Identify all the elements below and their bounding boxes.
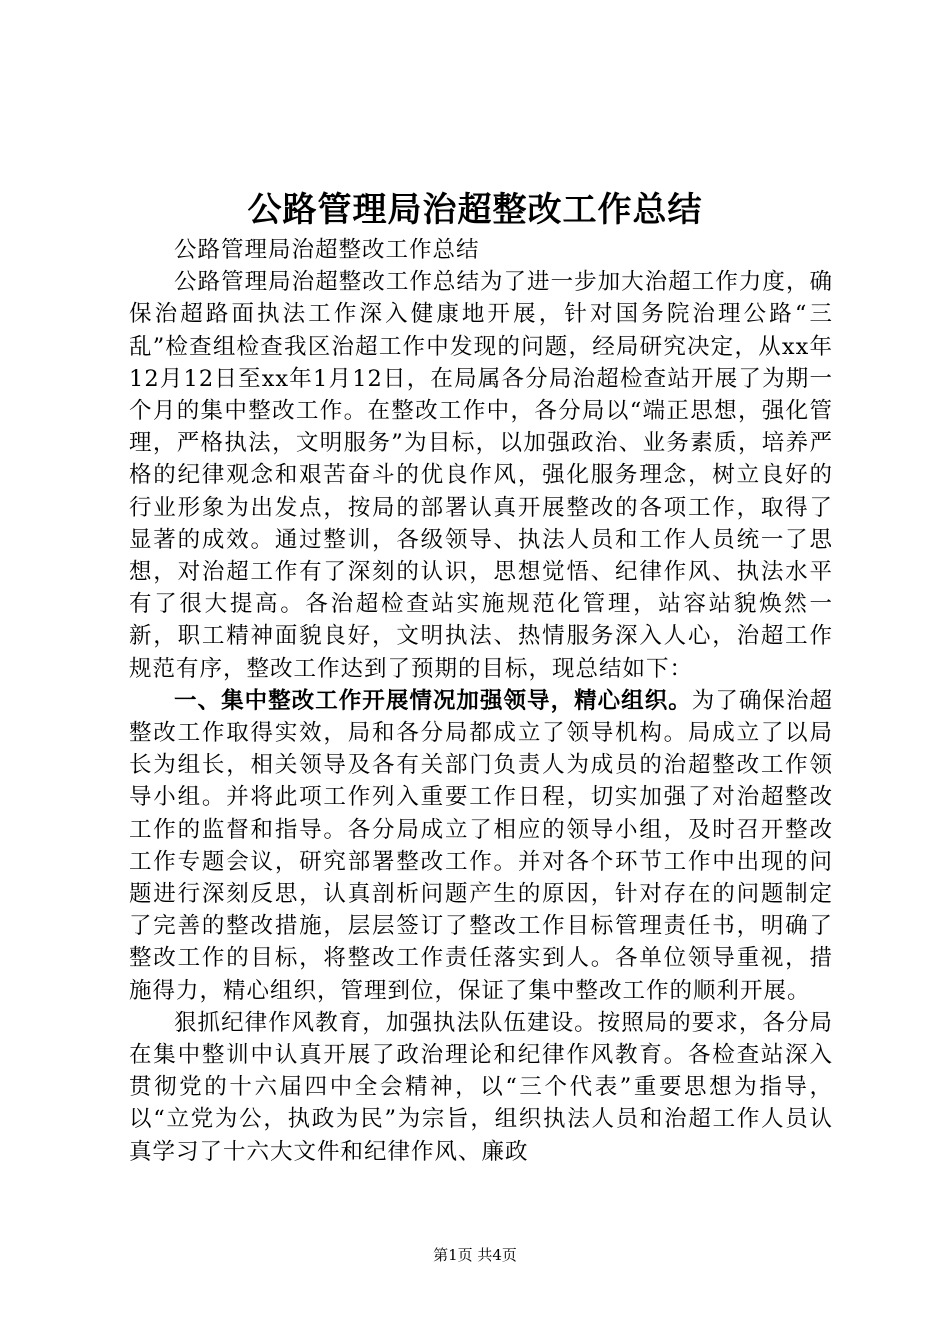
document-title: 公路管理局治超整改工作总结 [247,190,703,230]
intro-paragraph: 公路管理局治超整改工作总结为了进一步加大治超工作力度，确保治超路面执法工作深入健康地开展，针对国务院治理公路“三乱”检查组检查我区治超工作中发现的问题，经局研究决定，从xx年12月12日至xx年1月12日，在局属各分局治超检查站开展了为期一个月的集中整改工作。在整改工作中，各分局以“端正思想，强化管理，严格执法，文明服务”为目标，以加强政治、业务素质，培养严格的纪律观念和艰苦奋斗的优良作风，强化服务理念，树立良好的行业形象为出发点，按局的部署认真开展整改的各项工作，取得了显著的成效。通过整训，各级领导、执法人员和工作人员统一了思想，对治超工作有了深刻的认识，思想觉悟、纪律作风、执法水平有了很大提高。各治超检查站实施规范化管理，站容站貌焕然一新，职工精神面貌良好，文明执法、热情服务深入人心，治超工作规范有序，整改工作达到了预期的目标，现总结如下： [129,269,833,682]
document-body [129,234,833,1168]
section-one-heading: 一、集中整改工作开展情况加强领导，精心组织。 [174,687,692,714]
section-one-paragraph [129,685,833,1007]
page-number-footer: 第1页 共4页 [433,1246,517,1264]
section-one-text: 为了确保治超整改工作取得实效，局和各分局都成立了领导机构。局成立了以局长为组长，相关领导及各有关部门负责人为成员的治超整改工作领导小组。并将此项工作列入重要工作日程，切实加强了对治超整改工作的监督和指导。各分局成立了相应的领导小组，及时召开整改工作专题会议，研究部署整改工作。并对各个环节工作中出现的问题进行深刻反思，认真剖析问题产生的原因，针对存在的问题制定了完善的整改措施，层层签订了整改工作目标管理责任书，明确了整改工作的目标，将整改工作责任落实到人。各单位领导重视，措施得力，精心组织，管理到位，保证了集中整改工作的顺利开展。 [129,687,833,1004]
discipline-paragraph: 狠抓纪律作风教育，加强执法队伍建设。按照局的要求，各分局在集中整训中认真开展了政治理论和纪律作风教育。各检查站深入贯彻党的十六届四中全会精神，以“三个代表”重要思想为指导，以“立党为公，执政为民”为宗旨，组织执法人员和治超工作人员认真学习了十六大文件和纪律作风、廉政 [129,1009,833,1165]
document-subtitle: 公路管理局治超整改工作总结 [174,237,480,263]
